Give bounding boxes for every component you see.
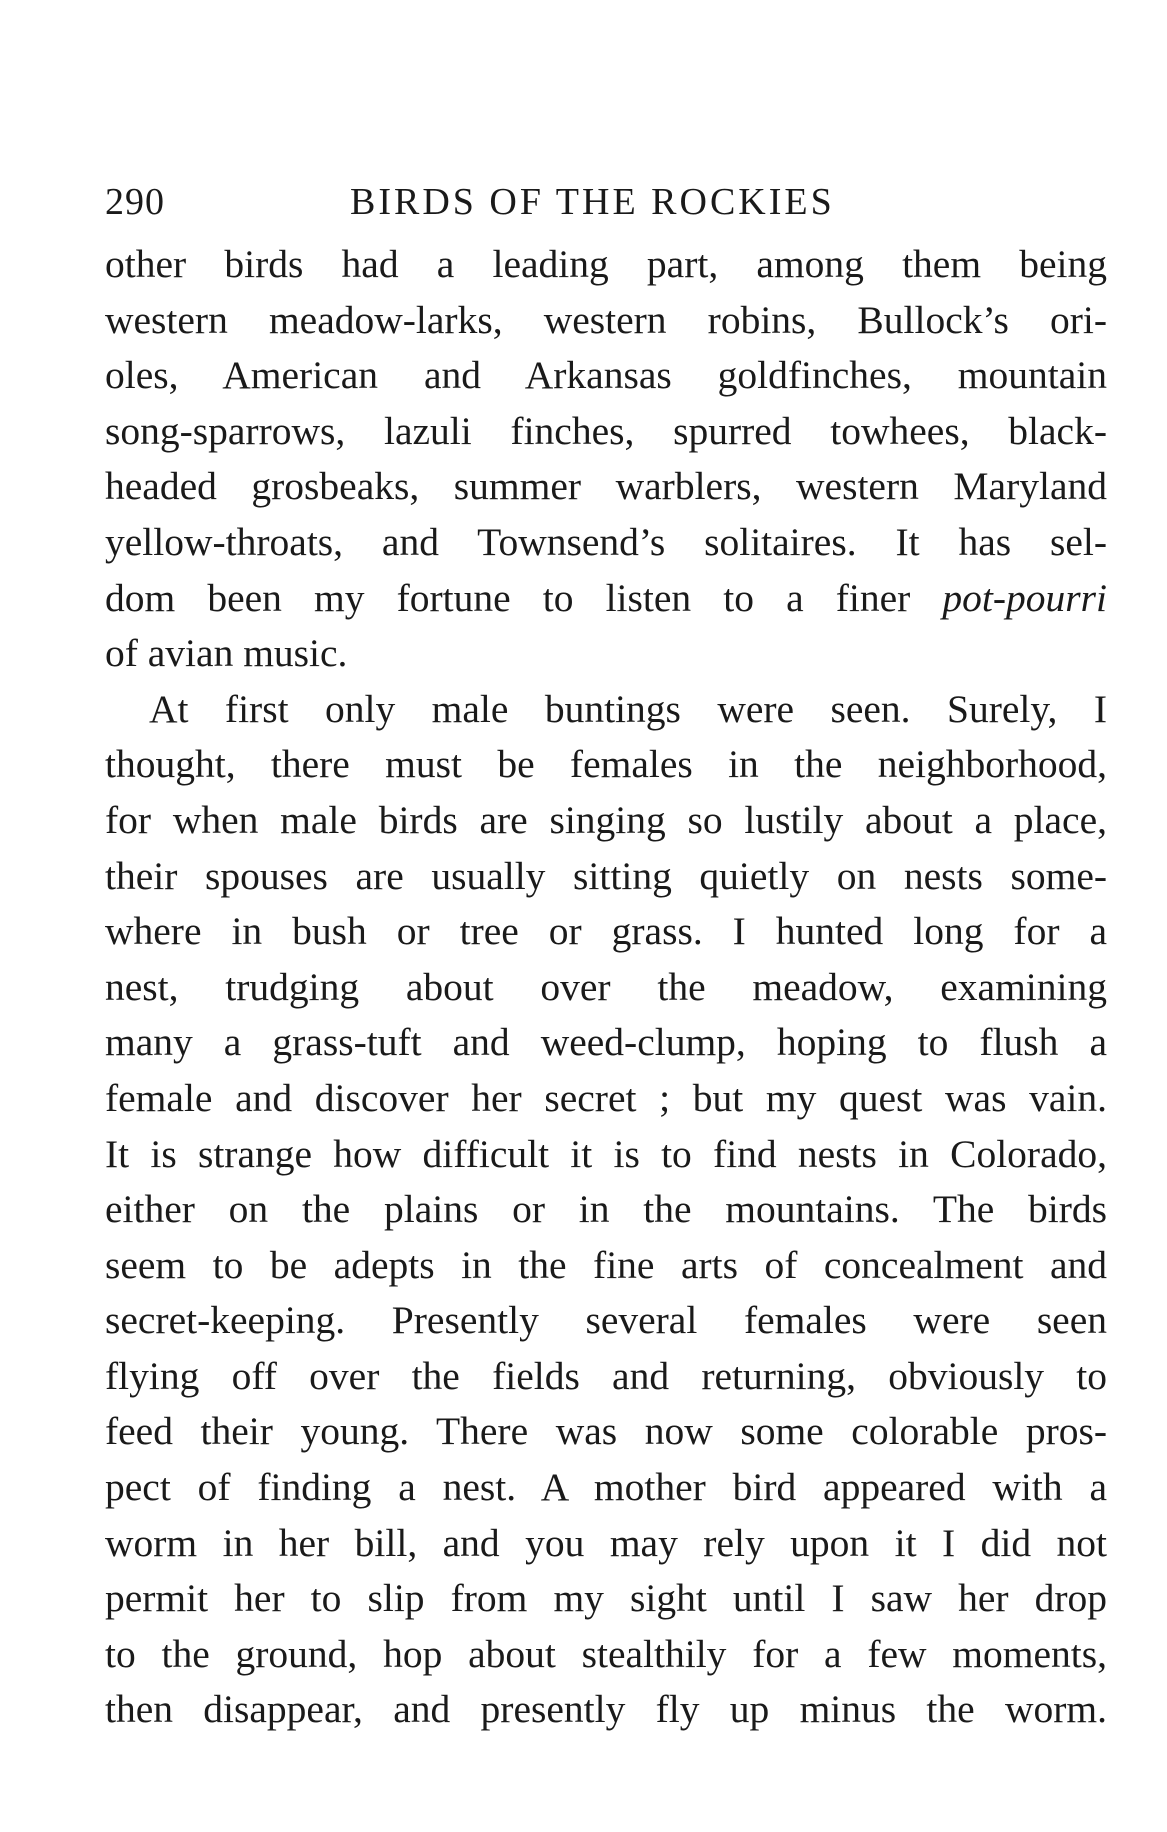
text-line: song-sparrows, lazuli finches, spurred towhees, black-: [105, 408, 1107, 453]
text-line: yellow-throats, and Townsend’s solitaires. It has sel-: [105, 519, 1107, 564]
page-number: 290: [105, 181, 165, 223]
body-text: [105, 237, 1107, 1738]
text-line: feed their young. There was now some colorable pros-: [105, 1409, 1107, 1454]
text-line: other birds had a leading part, among them being: [105, 242, 1107, 286]
running-head: [105, 180, 1105, 230]
text-line: secret-keeping. Presently several females were seen: [105, 1298, 1107, 1343]
italic-phrase: pot-pourri: [942, 575, 1108, 620]
text-line: to the ground, hop about stealthily for a few moments,: [105, 1631, 1107, 1676]
text-line: At first only male buntings were seen. Surely, I: [149, 686, 1107, 731]
text-line: where in bush or tree or grass. I hunted long for a: [105, 909, 1107, 954]
text-line: nest, trudging about over the meadow, examining: [105, 964, 1107, 1009]
text-line: for when male birds are singing so lustily about a place,: [105, 797, 1107, 842]
text-line: seem to be adepts in the fine arts of concealment and: [105, 1242, 1107, 1287]
text-line: flying off over the fields and returning, obviously to: [105, 1353, 1107, 1398]
text-line-start: dom been my fortune to listen to a finer: [105, 575, 911, 620]
text-line: then disappear, and presently fly up minus the worm.: [105, 1687, 1107, 1732]
text-line: thought, there must be females in the neighborhood,: [105, 742, 1107, 787]
text-line: oles, American and Arkansas goldfinches, mountain: [105, 353, 1107, 398]
text-line: headed grosbeaks, summer warblers, western Maryland: [105, 464, 1107, 509]
paragraph-1: [105, 237, 1107, 682]
text-line: female and discover her secret ; but my quest was vain.: [105, 1075, 1107, 1120]
paragraph-2: [105, 682, 1107, 1738]
text-line: permit her to slip from my sight until I saw her drop: [105, 1576, 1107, 1621]
text-line: their spouses are usually sitting quietly on nests some-: [105, 853, 1107, 898]
text-line: many a grass-tuft and weed-clump, hoping to flush a: [105, 1020, 1107, 1065]
text-line-with-italic: [105, 571, 1107, 627]
text-line: western meadow-larks, western robins, Bullock’s ori-: [105, 297, 1107, 342]
text-line: of avian music.: [105, 631, 348, 676]
running-title: BIRDS OF THE ROCKIES: [350, 181, 835, 223]
text-line: either on the plains or in the mountains. The birds: [105, 1187, 1107, 1232]
text-line: It is strange how difficult it is to find nests in Colorado,: [105, 1131, 1107, 1176]
text-line: pect of finding a nest. A mother bird appeared with a: [105, 1465, 1107, 1510]
text-line: worm in her bill, and you may rely upon it I did not: [105, 1520, 1107, 1565]
